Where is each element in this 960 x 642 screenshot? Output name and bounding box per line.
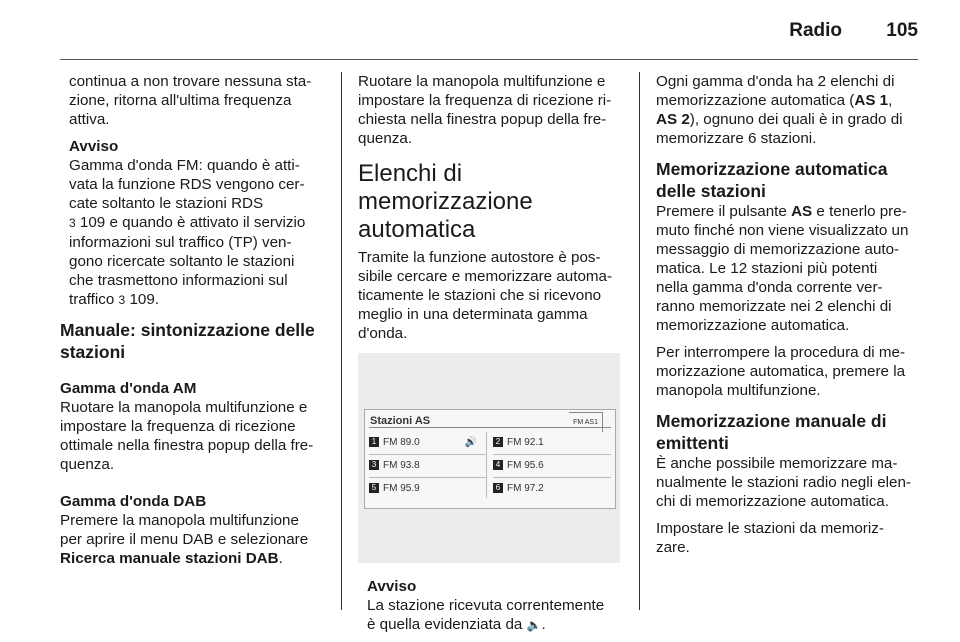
lists-paragraph: Ogni gamma d'onda ha 2 elenchi di memorizzazione automatica (AS 1, AS 2), ognuno dei quali è in grado di memorizzare 6 stazioni. (656, 73, 903, 147)
text-line: traffico 3 109. (69, 291, 159, 308)
page-number: 105 (886, 20, 918, 41)
text-line: gono ricercate soltanto le stazioni (69, 253, 295, 270)
preset-slot[interactable]: 3 FM 93.8 (369, 455, 487, 478)
section-heading-manual-store: Memorizzazione manuale di emittenti (656, 411, 887, 453)
column-1 (60, 72, 332, 568)
section-heading-manual: Manuale: sintonizzazione delle stazioni (60, 320, 315, 362)
interrupt-paragraph: Per interrompere la procedura di me- morizzazione automatica, premere la manopola multifunzione. (656, 344, 906, 399)
section-heading-auto-store: Memorizzazione automatica delle stazioni (656, 159, 888, 201)
menu-item-ref: Ricerca manuale stazioni DAB (60, 550, 279, 567)
autostore-paragraph: Tramite la funzione autostore è pos- sibile cercare e memorizzare automa- ticamente le stazioni che si ricevono meglio in una determinata gamma d'onda. (358, 249, 613, 342)
header-rule (60, 59, 918, 60)
intro-paragraph (60, 72, 332, 129)
radio-display (364, 409, 616, 509)
preset-slot[interactable]: 4 FM 95.6 (493, 455, 611, 478)
subheading-dab: Gamma d'onda DAB (60, 493, 207, 510)
set-stations-paragraph: Impostare le stazioni da memoriz- zare. (656, 520, 884, 556)
radio-screen-figure (358, 353, 620, 563)
text-line: zione, ritorna all'ultima frequenza (69, 92, 292, 109)
tuning-paragraph: Ruotare la manopola multifunzione e impostare la frequenza di ricezione ri- chiesta nella finestra popup della fre- quenza. (358, 73, 612, 147)
column-2 (358, 72, 630, 635)
text-line: continua a non trovare nessuna sta- (69, 73, 312, 90)
note-label: Avviso (367, 578, 417, 595)
preset-slot[interactable]: 1 FM 89.0 🔊 (369, 432, 487, 455)
note-avviso (60, 137, 332, 310)
preset-slot[interactable]: 2 FM 92.1 (493, 432, 611, 455)
text-line: attiva. (69, 111, 110, 128)
note-avviso-2: Avviso La stazione ricevuta correntemente è quella evidenziata da 🔈. (367, 578, 605, 633)
text-line: 3 109 e quando è attivato il servizio (69, 214, 306, 231)
preset-slot[interactable]: 6 FM 97.2 (493, 478, 611, 500)
auto-store-paragraph: Premere il pulsante AS e tenerlo pre- muto finché non viene visualizzato un messaggio di memorizzazione auto- matica. Le 12 stazioni più potenti nella gamma d'onda corrente ver- ranno memorizzate nei 2 elenchi di memorizzazione automatica. (656, 203, 909, 334)
dab-paragraph: Premere la manopola multifunzione per aprire il menu DAB e selezionare Ricerca manuale stazioni DAB. (60, 512, 309, 567)
subheading-am: Gamma d'onda AM (60, 380, 197, 397)
note-label: Avviso (69, 138, 119, 155)
page-header (0, 0, 960, 60)
section-heading-autostore: Elenchi di memorizzazione automatica (358, 160, 533, 243)
page-ref-icon[interactable]: 3 (69, 216, 76, 230)
text-line: Gamma d'onda FM: quando è atti- (69, 157, 300, 174)
screen-title: Stazioni AS (370, 415, 431, 427)
manual-store-paragraph: È anche possibile memorizzare ma- nualmente le stazioni radio negli elen- chi di memorizzazione automatica. (656, 455, 911, 510)
am-paragraph: Ruotare la manopola multifunzione e impostare la frequenza di ricezione ottimale nella finestra popup della fre- quenza. (60, 399, 314, 473)
column-divider-1 (341, 72, 342, 610)
text-line: che trasmettono informazioni sul (69, 272, 288, 289)
preset-slot[interactable]: 5 FM 95.9 (369, 478, 487, 500)
screen-tab: FM AS1 (569, 412, 603, 432)
speaker-icon: 🔈 (526, 618, 542, 632)
speaker-icon: 🔊 (464, 437, 477, 448)
text-line: informazioni sul traffico (TP) ven- (69, 234, 292, 251)
text-line: cate soltanto le stazioni RDS (69, 195, 264, 212)
page-ref-icon[interactable]: 3 (118, 293, 126, 307)
column-divider-2 (639, 72, 640, 610)
text-line: vata la funzione RDS vengono cer- (69, 176, 305, 193)
column-3 (656, 72, 928, 557)
chapter-title: Radio (789, 20, 842, 41)
